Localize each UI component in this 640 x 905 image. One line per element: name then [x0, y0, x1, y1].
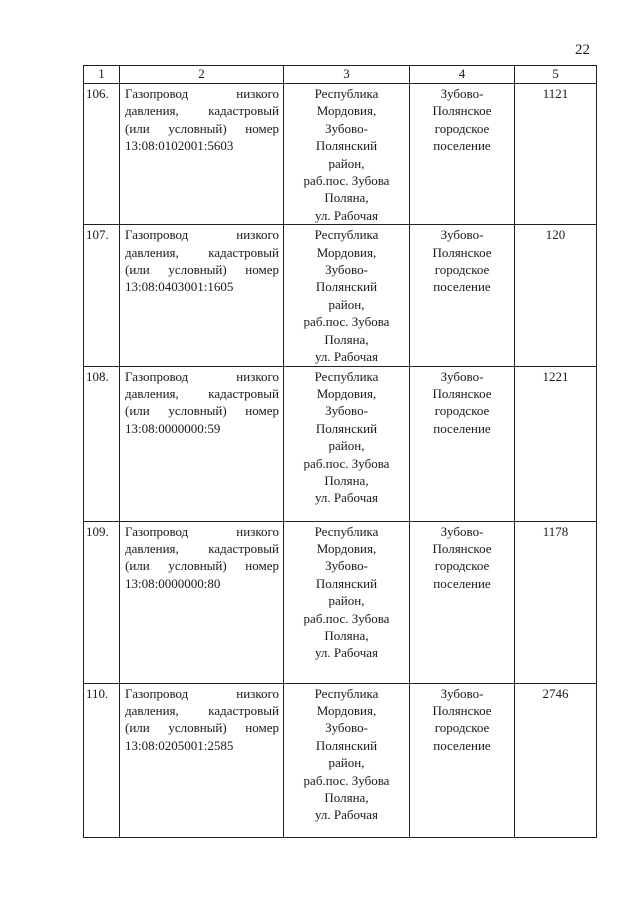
settlement-cell [410, 521, 515, 683]
table-header-row [84, 66, 597, 84]
settlement-line: городское [434, 403, 490, 419]
address-line: ул. Рабочая [315, 207, 378, 223]
address-line: Поляна, [324, 331, 369, 347]
row-number: 106. [84, 84, 120, 225]
settlement-cell [410, 225, 515, 366]
address-line: Республика [314, 86, 379, 101]
object-description-line: Газопровод низкого [125, 227, 279, 243]
settlement-cell [410, 366, 515, 521]
object-description-line: 13:08:0205001:2585 [125, 737, 234, 753]
object-description-line: 13:08:0403001:1605 [125, 279, 234, 295]
settlement-line: городское [434, 262, 490, 278]
object-description-line: 13:08:0102001:5603 [125, 138, 234, 154]
address-line: Мордовия, [316, 244, 377, 260]
object-description-line: Газопровод низкого [125, 86, 279, 101]
object-description-cell [120, 683, 284, 837]
column-header-2: 2 [120, 66, 284, 84]
table-row [84, 683, 597, 837]
settlement-line: Зубово- [440, 86, 484, 101]
row-number: 107. [84, 225, 120, 366]
object-description-line: (или условный) номер [125, 120, 279, 136]
object-description-cell [120, 84, 284, 225]
settlement-line: Полянское [432, 244, 492, 260]
settlement-line: поселение [433, 420, 491, 436]
address-cell [284, 84, 410, 225]
object-description-line: (или условный) номер [125, 403, 279, 419]
object-description-cell [120, 366, 284, 521]
address-line: Республика [314, 523, 379, 539]
settlement-line: поселение [433, 737, 491, 753]
table-row [84, 366, 597, 521]
address-cell [284, 683, 410, 837]
column-header-5: 5 [515, 66, 597, 84]
column-header-1: 1 [84, 66, 120, 84]
property-table-container [83, 65, 596, 838]
address-line: ул. Рабочая [315, 645, 378, 661]
address-line: Полянский [315, 138, 378, 154]
address-line: Поляна, [324, 627, 369, 643]
length-cell: 1178 [515, 521, 597, 683]
address-line: раб.пос. Зубова [303, 455, 390, 471]
property-table [83, 65, 597, 838]
object-description-line: Газопровод низкого [125, 523, 279, 539]
object-description-cell [120, 225, 284, 366]
length-cell: 2746 [515, 683, 597, 837]
settlement-cell [410, 683, 515, 837]
object-description-line: (или условный) номер [125, 262, 279, 278]
address-line: Республика [314, 368, 379, 384]
object-description-line: давления, кадастровый [125, 103, 279, 119]
address-line: район, [328, 438, 365, 454]
page-number: 22 [575, 42, 590, 58]
address-line: район, [328, 755, 365, 771]
settlement-line: поселение [433, 575, 491, 591]
length-cell: 120 [515, 225, 597, 366]
address-line: Мордовия, [316, 385, 377, 401]
address-line: Республика [314, 227, 379, 243]
settlement-line: городское [434, 558, 490, 574]
object-description-line: (или условный) номер [125, 720, 279, 736]
address-line: Поляна, [324, 472, 369, 488]
address-cell [284, 521, 410, 683]
object-description-line: 13:08:0000000:80 [125, 575, 221, 591]
object-description-line: давления, кадастровый [125, 244, 279, 260]
address-line: Зубово- [325, 262, 368, 278]
table-body [84, 84, 597, 838]
settlement-line: городское [434, 720, 490, 736]
row-number: 108. [84, 366, 120, 521]
address-line: раб.пос. Зубова [303, 173, 390, 189]
address-line: Полянский [315, 279, 378, 295]
object-description-line: давления, кадастровый [125, 385, 279, 401]
address-cell [284, 366, 410, 521]
address-line: район, [328, 593, 365, 609]
object-description-line: Газопровод низкого [125, 685, 279, 701]
settlement-line: поселение [433, 279, 491, 295]
address-line: ул. Рабочая [315, 807, 378, 823]
column-header-4: 4 [410, 66, 515, 84]
row-number: 109. [84, 521, 120, 683]
settlement-line: Полянское [432, 385, 492, 401]
address-line: Мордовия, [316, 702, 377, 718]
object-description-cell [120, 521, 284, 683]
length-cell: 1121 [515, 84, 597, 225]
row-number: 110. [84, 683, 120, 837]
settlement-line: городское [434, 120, 490, 136]
address-line: Зубово- [325, 558, 368, 574]
object-description-line: давления, кадастровый [125, 702, 279, 718]
address-line: раб.пос. Зубова [303, 610, 390, 626]
object-description-line: 13:08:0000000:59 [125, 420, 221, 436]
settlement-line: Зубово- [440, 227, 484, 243]
address-line: Полянский [315, 575, 378, 591]
address-line: ул. Рабочая [315, 490, 378, 506]
address-line: Полянский [315, 737, 378, 753]
table-row [84, 84, 597, 225]
object-description-line: давления, кадастровый [125, 540, 279, 556]
address-line: Республика [314, 685, 379, 701]
address-line: Мордовия, [316, 103, 377, 119]
address-line: Полянский [315, 420, 378, 436]
address-cell [284, 225, 410, 366]
address-line: Зубово- [325, 720, 368, 736]
object-description-line: Газопровод низкого [125, 368, 279, 384]
address-line: Зубово- [325, 403, 368, 419]
address-line: район, [328, 155, 365, 171]
address-line: Зубово- [325, 120, 368, 136]
address-line: ул. Рабочая [315, 349, 378, 365]
object-description-line: (или условный) номер [125, 558, 279, 574]
settlement-line: Зубово- [440, 685, 484, 701]
settlement-line: Полянское [432, 540, 492, 556]
address-line: раб.пос. Зубова [303, 314, 390, 330]
settlement-line: Полянское [432, 103, 492, 119]
address-line: Поляна, [324, 789, 369, 805]
settlement-line: Зубово- [440, 523, 484, 539]
settlement-line: Полянское [432, 702, 492, 718]
address-line: Мордовия, [316, 540, 377, 556]
table-row [84, 225, 597, 366]
address-line: район, [328, 296, 365, 312]
length-cell: 1221 [515, 366, 597, 521]
address-line: раб.пос. Зубова [303, 772, 390, 788]
column-header-3: 3 [284, 66, 410, 84]
settlement-line: поселение [433, 138, 491, 154]
address-line: Поляна, [324, 190, 369, 206]
settlement-cell [410, 84, 515, 225]
table-row [84, 521, 597, 683]
settlement-line: Зубово- [440, 368, 484, 384]
